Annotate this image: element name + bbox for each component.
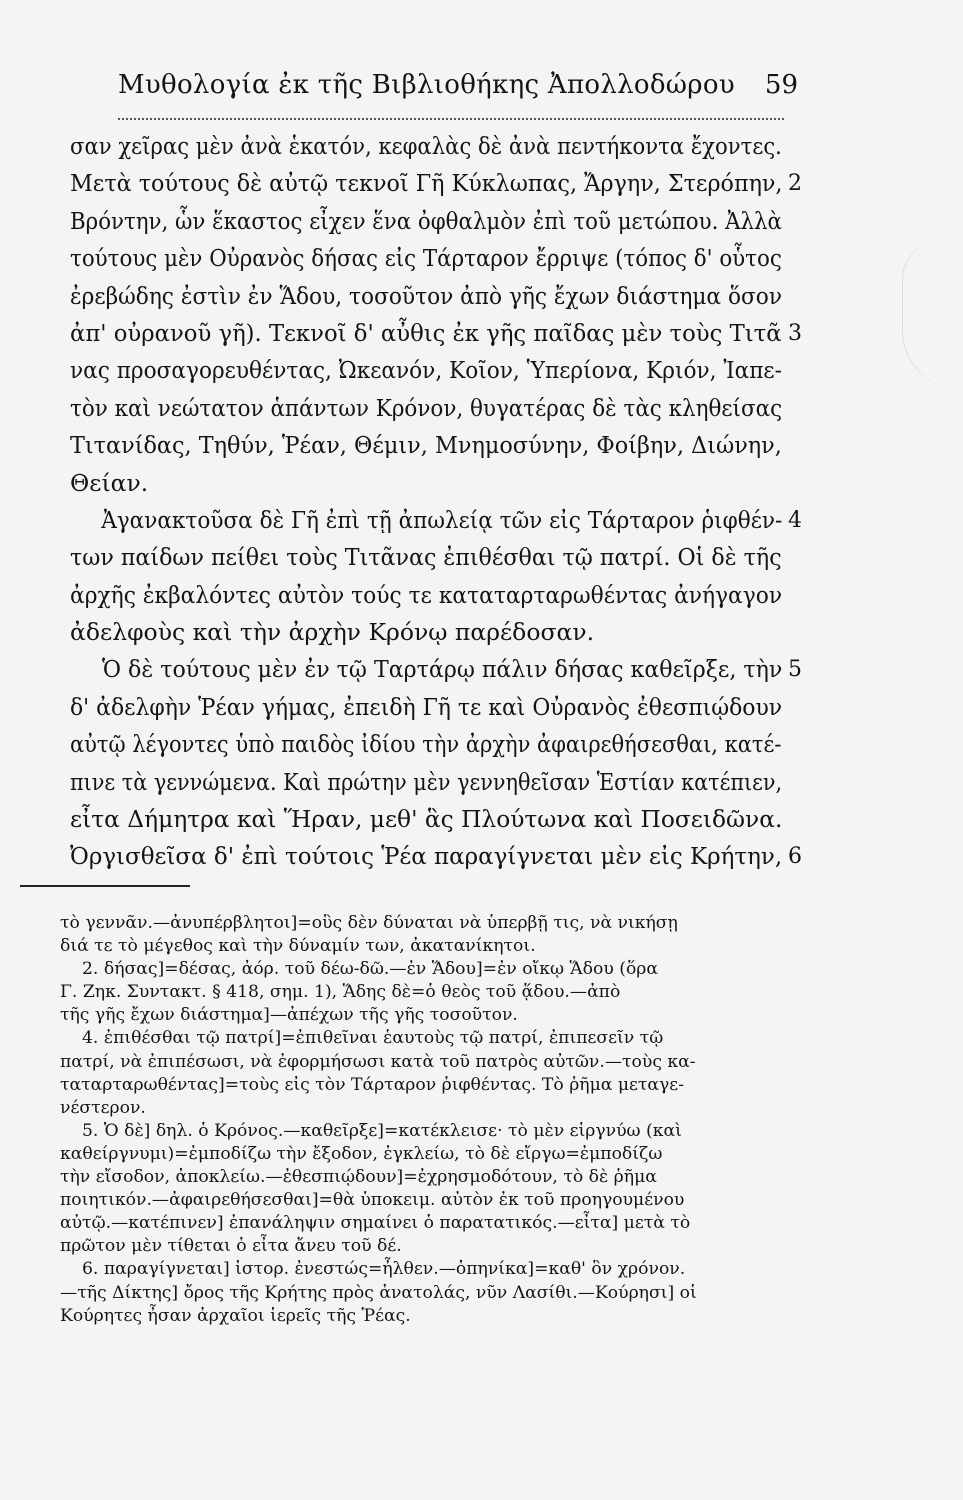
line-text: των παίδων πείθει τοὺς Τιτᾶνας ἐπιθέσθαι τῷ πατρί. Οἱ δὲ τῆς bbox=[70, 543, 782, 572]
text-line bbox=[70, 352, 782, 389]
text-line bbox=[70, 502, 802, 539]
page-number: 59 bbox=[764, 70, 798, 100]
page-header bbox=[118, 70, 798, 110]
text-line bbox=[70, 764, 782, 801]
line-text: Θείαν. bbox=[70, 468, 149, 497]
text-line bbox=[70, 427, 782, 464]
line-text: Μετὰ τούτους δὲ αὐτῷ τεκνοῖ Γῆ Κύκλωπας, Ἄργην, Στερόπην, bbox=[70, 169, 783, 198]
main-text bbox=[70, 128, 802, 876]
text-line bbox=[70, 203, 782, 240]
footnote-line: ταταρταρωθέντας]=τοὺς εἰς τὸν Τάρταρον ῥιφθέντας. Τὸ ῥῆμα μεταγε- bbox=[60, 1074, 685, 1095]
line-text: δ' ἀδελφὴν Ῥέαν γήμας, ἐπειδὴ Γῆ τε καὶ Οὐρανὸς ἐθεσπιῴδουν bbox=[70, 692, 783, 721]
line-text: Ὀργισθεῖσα δ' ἐπὶ τούτοις Ῥέα παραγίγνεται μὲν εἰς Κρήτην, bbox=[70, 842, 783, 871]
text-line bbox=[70, 165, 802, 202]
line-text: Ὁ δὲ τούτους μὲν ἐν τῷ Ταρτάρῳ πάλιν δήσας καθεῖρξε, τὴν bbox=[101, 655, 783, 684]
line-text: Τιτανίδας, Τηθύν, Ῥέαν, Θέμιν, Μνημοσύνην, Φοίβην, Διώνην, bbox=[70, 431, 782, 460]
footnote-line: —τῆς Δίκτης] ὄρος τῆς Κρήτης πρὸς ἀνατολάς, νῦν Λασίθι.—Κούρησι] οἱ bbox=[60, 1282, 697, 1303]
footnote-line: πατρί, νὰ ἐπιπέσωσι, νὰ ἐφορμήσωσι κατὰ τοῦ πατρὸς αὐτῶν.—τοὺς κα- bbox=[60, 1051, 696, 1072]
line-text: ἀρχῆς ἐκβαλόντες αὐτὸν τούς τε καταταρταρωθέντας ἀνήγαγον bbox=[70, 580, 783, 609]
text-line bbox=[70, 801, 782, 838]
footnote-line: 2. δήσας]=δέσας, ἀόρ. τοῦ δέω-δῶ.—ἐν Ἅδου]=ἐν οἴκῳ Ἅδου (ὅρα bbox=[82, 959, 658, 980]
footnote-rule bbox=[20, 885, 190, 887]
section-number: 2 bbox=[788, 171, 802, 197]
text-line bbox=[70, 240, 782, 277]
footnote-line: τὸ γεννᾶν.—ἀνυπέρβλητοι]=οὓς δὲν δύναται νὰ ὑπερβῇ τις, νὰ νικήσῃ bbox=[60, 913, 678, 933]
text-line bbox=[70, 465, 782, 502]
footnote-line: νέστερον. bbox=[60, 1097, 146, 1118]
line-text: νας προσαγορευθέντας, Ὠκεανόν, Κοῖον, Ὑπερίονα, Κριόν, Ἰαπε- bbox=[70, 356, 782, 385]
footnotes bbox=[60, 912, 775, 1328]
text-line bbox=[70, 315, 802, 352]
text-line bbox=[70, 577, 782, 614]
text-line bbox=[70, 128, 782, 165]
footnote-line: 6. παραγίγνεται] ἱστορ. ἐνεστώς=ἦλθεν.—ὁπηνίκα]=καθ' ὃν χρόνον. bbox=[82, 1259, 686, 1280]
running-title: Μυθολογία ἐκ τῆς Βιβλιοθήκης Ἀπολλοδώρου bbox=[118, 70, 735, 100]
header-rule bbox=[118, 118, 784, 120]
line-text: τούτους μὲν Οὐρανὸς δήσας εἰς Τάρταρον ἔρριψε (τόπος δ' οὗτος bbox=[70, 244, 782, 273]
line-text: τὸν καὶ νεώτατον ἁπάντων Κρόνον, θυγατέρας δὲ τὰς κληθείσας bbox=[70, 393, 783, 422]
text-line bbox=[70, 390, 782, 427]
section-number: 4 bbox=[788, 507, 802, 533]
line-text: εἶτα Δήμητρα καὶ Ἥραν, μεθ' ἃς Πλούτωνα καὶ Ποσειδῶνα. bbox=[70, 805, 783, 834]
text-line bbox=[70, 726, 782, 763]
text-line bbox=[70, 689, 782, 726]
footnote-line: 4. ἐπιθέσθαι τῷ πατρί]=ἐπιθεῖναι ἑαυτοὺς τῷ πατρί, ἐπιπεσεῖν τῷ bbox=[82, 1028, 664, 1049]
line-text: αὐτῷ λέγοντες ὑπὸ παιδὸς ἰδίου τὴν ἀρχὴν ἀφαιρεθήσεσθαι, κατέ- bbox=[70, 730, 782, 759]
footnote-line: ποιητικόν.—ἀφαιρεθήσεσθαι]=θὰ ὑποκειμ. αὐτὸν ἐκ τοῦ προηγουμένου bbox=[60, 1190, 685, 1211]
footnote-line: πρῶτον μὲν τίθεται ὁ εἶτα ἄνευ τοῦ δέ. bbox=[60, 1236, 402, 1257]
footnote-line: 5. Ὁ δὲ] δηλ. ὁ Κρόνος.—καθεῖρξε]=κατέκλεισε· τὸ μὲν εἱργνύω (καὶ bbox=[82, 1120, 682, 1141]
line-text: ἀπ' οὐρανοῦ γῆ). Τεκνοῖ δ' αὖθις ἐκ γῆς παῖδας μὲν τοὺς Τιτᾶ bbox=[70, 318, 782, 347]
text-line bbox=[70, 614, 782, 651]
line-text: Ἀγανακτοῦσα δὲ Γῆ ἐπὶ τῇ ἀπωλείᾳ τῶν εἰς Τάρταρον ῥιφθέν- bbox=[101, 505, 783, 534]
line-text: ἐρεβώδης ἐστὶν ἐν Ἅδου, τοσοῦτον ἀπὸ γῆς ἔχων διάστημα ὅσον bbox=[70, 281, 783, 310]
section-number: 5 bbox=[788, 657, 802, 683]
line-text: σαν χεῖρας μὲν ἀνὰ ἑκατόν, κεφαλὰς δὲ ἀνὰ πεντήκοντα ἔχοντες. bbox=[70, 132, 782, 160]
pencil-mark bbox=[902, 240, 963, 390]
text-line bbox=[70, 539, 782, 576]
text-line bbox=[70, 838, 802, 875]
footnote-line: Κούρητες ἦσαν ἀρχαῖοι ἱερεῖς τῆς Ῥέας. bbox=[60, 1305, 411, 1326]
line-text: ἀδελφοὺς καὶ τὴν ἀρχὴν Κρόνῳ παρέδοσαν. bbox=[70, 618, 595, 647]
footnote-line: διά τε τὸ μέγεθος καὶ τὴν δύναμίν των, ἀκατανίκητοι. bbox=[60, 936, 536, 957]
footnote-line: αὐτῷ.—κατέπινεν] ἐπανάληψιν σημαίνει ὁ παρατατικός.—εἶτα] μετὰ τὸ bbox=[60, 1213, 691, 1234]
line-text: πινε τὰ γεννώμενα. Καὶ πρώτην μὲν γεννηθεῖσαν Ἑστίαν κατέπιεν, bbox=[70, 767, 783, 796]
text-line bbox=[70, 651, 802, 688]
footnote-line: τὴν εἴσοδον, ἀποκλείω.—ἐθεσπιῴδουν]=ἐχρησμοδότουν, τὸ δὲ ῥῆμα bbox=[60, 1167, 657, 1188]
section-number: 6 bbox=[788, 844, 802, 870]
section-number: 3 bbox=[788, 320, 802, 346]
line-text: Βρόντην, ὧν ἕκαστος εἶχεν ἕνα ὀφθαλμὸν ἐπὶ τοῦ μετώπου. Ἀλλὰ bbox=[70, 206, 782, 235]
footnote-line: Γ. Ζηκ. Συντακτ. § 418, σημ. 1), Ἅδης δὲ=ὁ θεὸς τοῦ ᾅδου.—ἀπὸ bbox=[60, 982, 621, 1003]
footnote-line: τῆς γῆς ἔχων διάστημα]—ἀπέχων τῆς γῆς τοσοῦτον. bbox=[60, 1005, 518, 1026]
text-line bbox=[70, 278, 782, 315]
footnote-line: καθείργνυμι)=ἐμποδίζω τὴν ἔξοδον, ἐγκλείω, τὸ δὲ εἴργω=ἐμποδίζω bbox=[60, 1143, 663, 1164]
